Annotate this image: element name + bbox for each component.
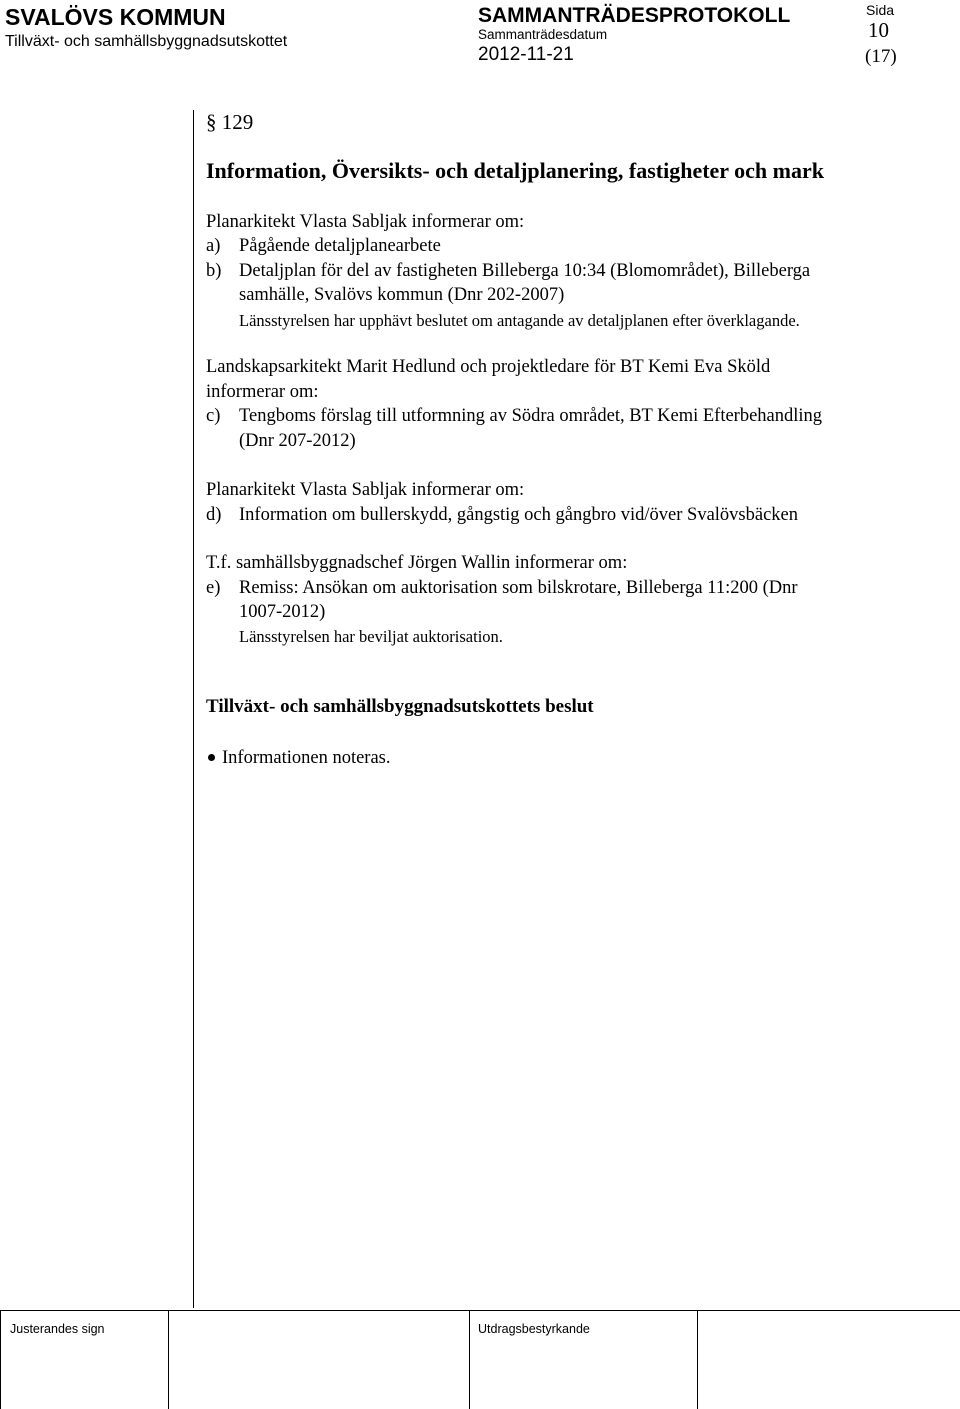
item-text: 1007-2012) [239, 602, 326, 622]
meeting-date-label: Sammanträdesdatum [478, 27, 608, 42]
block-intro: Landskapsarkitekt Marit Hedlund och projektledare för BT Kemi Eva Sköld [206, 357, 771, 377]
section-title: Information, Översikts- och detaljplanering, fastigheter och mark [206, 158, 824, 183]
utdragsbestyrkande-label: Utdragsbestyrkande [478, 1322, 590, 1336]
item-label: b) [206, 261, 222, 281]
item-note: Länsstyrelsen har upphävt beslutet om antagande av detaljplanen efter överklagande. [239, 311, 800, 330]
item-label: a) [206, 236, 221, 256]
item-text: samhälle, Svalövs kommun (Dnr 202-2007) [239, 285, 565, 305]
bullet-icon [208, 754, 215, 761]
footer-cell-sign [0, 1310, 1, 1409]
document-type: SAMMANTRÄDESPROTOKOLL [478, 4, 791, 27]
block-intro: informerar om: [206, 382, 319, 402]
footer-cell-extract-area [697, 1310, 698, 1409]
left-margin-line [193, 110, 194, 1308]
item-label: c) [206, 406, 221, 426]
block-intro: Planarkitekt Vlasta Sabljak informerar om: [206, 212, 525, 232]
footer-cell-extract [469, 1310, 470, 1409]
footer-cell-sign-area [168, 1310, 169, 1409]
decision-title: Tillväxt- och samhällsbyggnadsutskottets beslut [206, 696, 594, 717]
item-text: (Dnr 207-2012) [239, 431, 356, 451]
item-label: d) [206, 505, 222, 525]
decision-text: Informationen noteras. [222, 748, 391, 768]
item-label: e) [206, 578, 221, 598]
item-text: Pågående detaljplanearbete [239, 236, 441, 256]
page-number: 10 [868, 18, 889, 42]
section-number: § 129 [206, 110, 254, 134]
decision-bullet [206, 748, 391, 769]
block-intro: T.f. samhällsbyggnadschef Jörgen Wallin informerar om: [206, 553, 628, 573]
page-label: Sida [866, 2, 895, 18]
item-note: Länsstyrelsen har beviljat auktorisation. [239, 627, 503, 646]
item-text: Remiss: Ansökan om auktorisation som bilskrotare, Billeberga 11:200 (Dnr [239, 578, 798, 598]
organization-unit: Tillväxt- och samhällsbyggnadsutskottet [5, 33, 288, 50]
footer-divider [0, 1310, 960, 1311]
page-total: (17) [865, 46, 897, 67]
item-text: Information om bullerskydd, gångstig och gångbro vid/över Svalövsbäcken [239, 505, 799, 525]
meeting-date: 2012-11-21 [478, 44, 574, 65]
item-text: Detaljplan för del av fastigheten Billeberga 10:34 (Blomområdet), Billeberga [239, 261, 811, 281]
block-intro: Planarkitekt Vlasta Sabljak informerar om: [206, 480, 525, 500]
organization-name: SVALÖVS KOMMUN [5, 4, 226, 30]
justerandes-sign-label: Justerandes sign [10, 1322, 105, 1336]
item-text: Tengboms förslag till utformning av Södra området, BT Kemi Efterbehandling [239, 406, 823, 426]
